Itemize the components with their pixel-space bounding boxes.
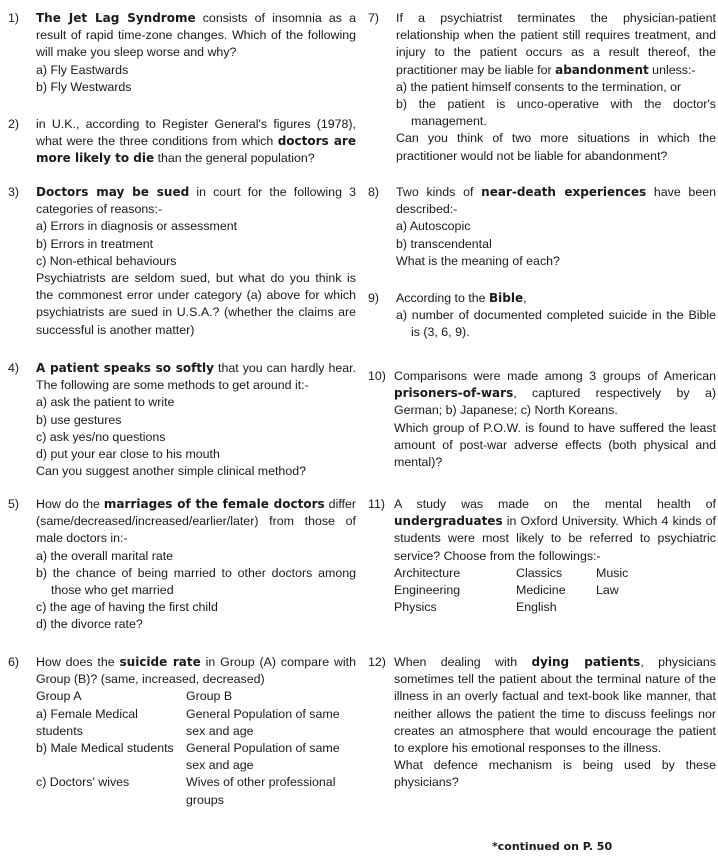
- table-cell: General Population of same sex and age: [186, 741, 340, 773]
- question-number: 7): [368, 11, 380, 25]
- question-number: 5): [8, 497, 20, 511]
- emphasis-text: The Jet Lag Syndrome: [36, 11, 196, 25]
- answer-option: b) Errors in treatment: [36, 236, 154, 251]
- emphasis-text: dying patients: [531, 655, 641, 669]
- question-item: [8, 360, 356, 480]
- stem-text: How do the: [36, 497, 104, 511]
- question-item: [368, 368, 716, 471]
- table-cell: a) Female Medical students: [36, 706, 138, 738]
- table-row: [36, 774, 356, 808]
- answer-option: b) the chance of being married to other doctors among those who get married: [36, 565, 356, 598]
- question-number: 1): [8, 11, 20, 25]
- stem-text: have been described:-: [396, 185, 717, 217]
- emphasis-text: prisoners-of-wars: [394, 386, 514, 401]
- stem-text: in U.K., according to Register General's figures (1978), what were the three conditions from which: [36, 117, 356, 149]
- emphasis-text: A patient speaks so softly: [36, 361, 214, 375]
- question-item: [368, 496, 716, 616]
- choice-row: [394, 565, 716, 582]
- continued-note: *continued on P. 50: [492, 840, 613, 853]
- choice-item: [596, 599, 676, 616]
- question-number: 9): [368, 291, 380, 305]
- table-row: [36, 706, 356, 740]
- question-body: [36, 10, 356, 96]
- question-body: [36, 496, 356, 634]
- table-cell: Wives of other professional groups: [186, 775, 336, 807]
- stem-text: How does the: [36, 655, 120, 669]
- emphasis-text: marriages of the female doctors: [103, 497, 325, 511]
- comparison-table: [36, 688, 356, 808]
- follow-up-question: Can you think of two more situations in which the practitioner would not be liable for abandonment?: [396, 131, 716, 163]
- question-number: 6): [8, 655, 20, 669]
- table-cell: General Population of same sex and age: [186, 706, 340, 738]
- question-body: [396, 10, 716, 165]
- question-stem: [394, 368, 716, 420]
- question-number: 3): [8, 185, 20, 199]
- question-stem: [36, 184, 356, 218]
- stem-text: than the general population?: [154, 151, 315, 166]
- stem-text: ,: [523, 291, 527, 305]
- stem-text: According to the: [396, 291, 489, 305]
- question-stem: [394, 654, 716, 757]
- stem-text: If a psychiatrist terminates the physician-patient relationship when the patient still requires treatment, and injury to the patient occurs as a result thereof, the practitioner may be liable for: [396, 11, 716, 77]
- question-item: [8, 654, 356, 809]
- stem-text: , captured respectively by a) German; b) Japanese; c) North Koreans.: [394, 386, 716, 418]
- follow-up-question: Which group of P.O.W. is found to have suffered the least amount of post-war adverse effects (both physical and mental)?: [394, 420, 716, 470]
- question-item: [368, 654, 716, 792]
- answer-option: b) the patient is unco-operative with the doctor's management.: [396, 97, 716, 129]
- answer-option: b) use gestures: [36, 412, 122, 427]
- question-body: [396, 184, 716, 270]
- question-item: [8, 496, 356, 634]
- choice-item: Classics: [516, 565, 563, 580]
- question-item: [8, 184, 356, 339]
- question-item: [368, 290, 716, 342]
- follow-up-question: What defence mechanism is being used by these physicians?: [394, 758, 716, 790]
- choice-item: Physics: [394, 600, 437, 615]
- emphasis-text: Doctors may be sued: [36, 185, 190, 199]
- stem-text: in Group (A) compare with Group (B)? (same, increased, decreased): [36, 655, 356, 687]
- question-item: [368, 184, 716, 270]
- choice-item: Law: [596, 583, 619, 598]
- emphasis-text: undergraduates: [394, 514, 503, 529]
- question-stem: [36, 10, 356, 62]
- emphasis-text: doctors are more likely to die: [36, 134, 356, 166]
- question-stem: [36, 360, 356, 394]
- question-number: 11): [368, 497, 385, 511]
- choice-row: [394, 599, 716, 616]
- stem-text: that you can hardly hear. The following are some methods to get around it:-: [36, 361, 356, 393]
- choice-item: Architecture: [394, 565, 461, 580]
- answer-option: d) the divorce rate?: [36, 617, 143, 632]
- choice-row: [394, 582, 716, 599]
- answer-option: a) the patient himself consents to the termination, or: [396, 79, 682, 94]
- question-item: [8, 10, 356, 96]
- stem-text: Two kinds of: [396, 185, 482, 199]
- follow-up-question: Can you suggest another simple clinical method?: [36, 464, 306, 479]
- stem-text: in court for the following 3 categories of reasons:-: [36, 185, 356, 217]
- question-number: 10): [368, 369, 386, 383]
- question-stem: [396, 10, 716, 79]
- question-body: [36, 654, 356, 809]
- choice-item: English: [516, 600, 557, 615]
- answer-option: a) Fly Eastwards: [36, 62, 129, 77]
- question-body: [36, 184, 356, 339]
- answer-option: c) ask yes/no questions: [36, 429, 166, 444]
- table-header: Group B: [186, 689, 233, 704]
- answer-option: a) Errors in diagnosis or assessment: [36, 219, 238, 234]
- question-stem: [36, 496, 356, 548]
- answer-option: b) transcendental: [396, 236, 492, 251]
- answer-option: d) put your ear close to his mouth: [36, 447, 220, 462]
- question-body: [396, 290, 716, 342]
- question-item: [8, 116, 356, 168]
- stem-text: , physicians sometimes tell the patient about the terminal nature of the illness in an overly factual and text-book like manner, that neither allows the patient the time to discuss feelings nor creates an atmosphere that would encourage the patient to explore his emotional responses to the illness.: [394, 655, 716, 756]
- emphasis-text: near-death experiences: [481, 185, 647, 199]
- question-number: 4): [8, 361, 20, 375]
- answer-option: c) the age of having the first child: [36, 600, 218, 615]
- question-number: 12): [368, 655, 386, 669]
- table-cell: b) Male Medical students: [36, 741, 174, 756]
- stem-text: consists of insomnia as a result of rapid time-zone changes. Which of the following will make you sleep worse and why?: [36, 11, 356, 60]
- question-stem: [36, 654, 356, 688]
- question-body: [394, 654, 716, 792]
- question-stem: [396, 290, 716, 307]
- question-body: [394, 368, 716, 471]
- question-stem: [396, 184, 716, 218]
- question-number: 8): [368, 185, 380, 199]
- choice-item: Music: [596, 565, 629, 580]
- question-body: [36, 360, 356, 480]
- question-number: 2): [8, 117, 20, 131]
- answer-option: c) Non-ethical behaviours: [36, 253, 177, 268]
- emphasis-text: suicide rate: [119, 655, 201, 669]
- answer-option: a) number of documented completed suicide in the Bible is (3, 6, 9).: [396, 308, 716, 340]
- question-body: [36, 116, 356, 168]
- answer-option: a) ask the patient to write: [36, 395, 175, 410]
- follow-up-question: Psychiatrists are seldom sued, but what do you think is the commonest error under category (a) above for which psychiatrists are sued in U.S.A.? (whether the claims are successful is another matter): [36, 271, 356, 337]
- emphasis-text: abandonment: [555, 62, 649, 77]
- question-stem: [394, 496, 716, 565]
- stem-text: Comparisons were made among 3 groups of American: [394, 369, 716, 383]
- stem-text: differ (same/decreased/increased/earlier/later) from those of male doctors in:-: [36, 497, 357, 546]
- choice-item: Engineering: [394, 583, 461, 598]
- answer-option: a) the overall marital rate: [36, 548, 174, 563]
- question-body: [394, 496, 716, 616]
- stem-text: unless:-: [648, 62, 696, 77]
- answer-option: b) Fly Westwards: [36, 79, 132, 94]
- table-header: Group A: [36, 689, 82, 704]
- question-item: [368, 10, 716, 165]
- answer-option: a) Autoscopic: [396, 219, 471, 234]
- stem-text: in Oxford University. Which 4 kinds of students were most likely to be referred to psychiatric service? Choose from the followings:-: [394, 514, 716, 563]
- stem-text: A study was made on the mental health of: [394, 497, 716, 511]
- table-cell: c) Doctors' wives: [36, 775, 130, 790]
- emphasis-text: Bible: [488, 291, 524, 305]
- table-row: [36, 740, 356, 774]
- question-stem: [36, 116, 356, 168]
- follow-up-question: What is the meaning of each?: [396, 253, 560, 268]
- stem-text: When dealing with: [394, 655, 532, 669]
- choice-item: Medicine: [516, 583, 566, 598]
